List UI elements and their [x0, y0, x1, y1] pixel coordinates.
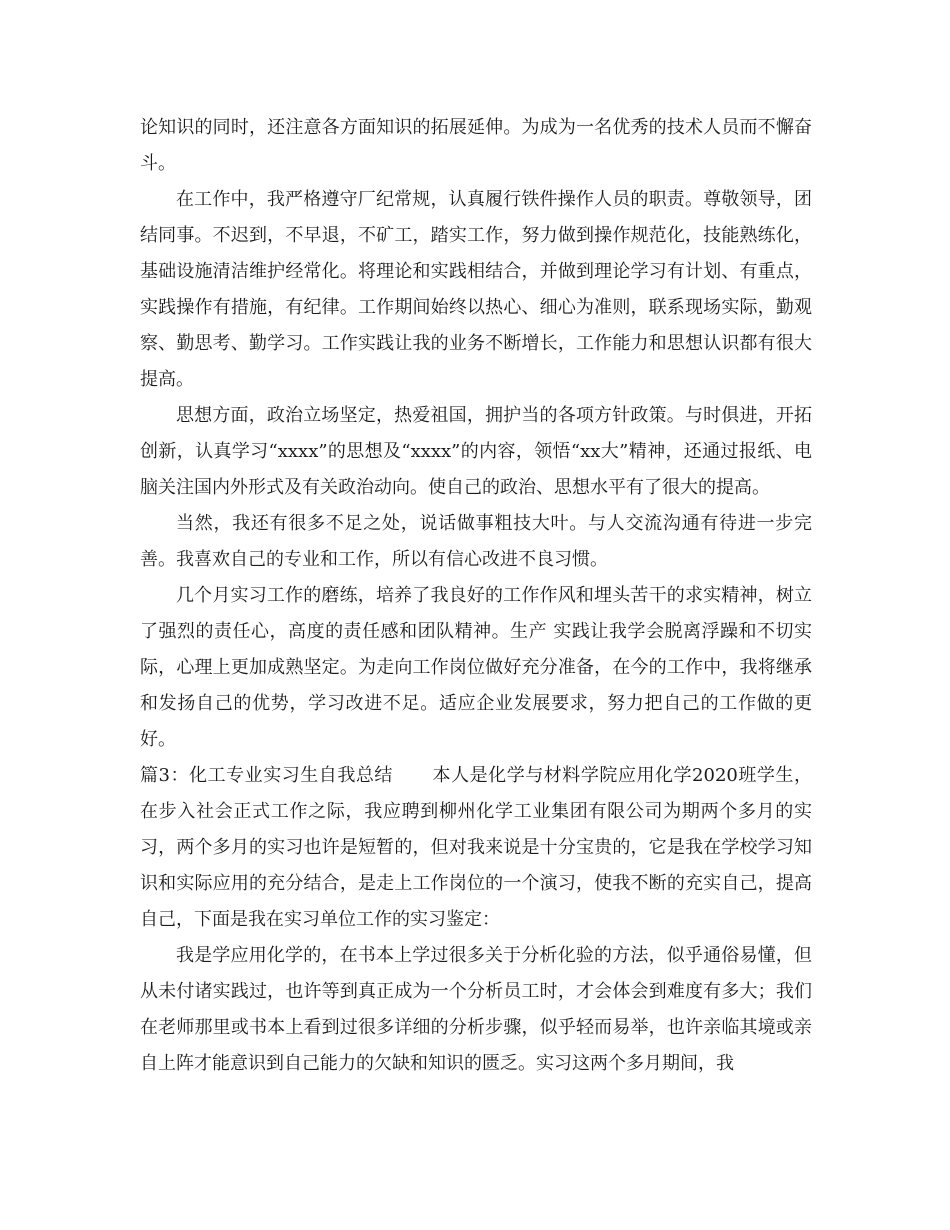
paragraph: 我是学应用化学的，在书本上学过很多关于分析化验的方法，似乎通俗易懂，但从未付诸实践过，也许等到真正成为一个分析员工时，才会体会到难度有多大；我们在老师那里或书本上看到过很多详细的分析步骤，似乎轻而易举，也许亲临其境或亲自上阵才能意识到自己能力的欠缺和知识的匮乏。实习这两个多月期间，我: [140, 945, 812, 1074]
section-paragraph: [140, 758, 812, 938]
paragraph: 在工作中，我严格遵守厂纪常规，认真履行铁件操作人员的职责。尊敬领导，团结同事。不迟到，不早退，不矿工，踏实工作，努力做到操作规范化，技能熟练化，基础设施清洁维护经常化。将理论和实践相结合，并做到理论学习有计划、有重点，实践操作有措施，有纪律。工作期间始终以热心、细心为准则，联系现场实际，勤观察、勤思考、勤学习。工作实践让我的业务不断增长，工作能力和思想认识都有很大提高。: [140, 189, 812, 390]
section-intro-text: 本人是化学与材料学院应用化学2020班学生，在步入社会正式工作之际，我应聘到柳州化学工业集团有限公司为期两个多月的实习，两个多月的实习也许是短暂的，但对我来说是十分宝贵的，它是我在学校学习知识和实际应用的充分结合，是走上工作岗位的一个演习，使我不断的充实自己，提高自己，下面是我在实习单位工作的实习鉴定：: [140, 765, 812, 930]
paragraph: 几个月实习工作的磨练，培养了我良好的工作作风和埋头苦干的求实精神，树立了强烈的责任心，高度的责任感和团队精神。生产 实践让我学会脱离浮躁和不切实际，心理上更加成熟坚定。为走向工作岗位做好充分准备，在今的工作中，我将继承和发扬自己的优势，学习改进不足。适应企业发展要求，努力把自己的工作做的更好。: [140, 585, 812, 750]
document-body: [140, 110, 812, 1082]
paragraph: 论知识的同时，还注意各方面知识的拓展延伸。为成为一名优秀的技术人员而不懈奋斗。: [140, 117, 812, 174]
paragraph: 思想方面，政治立场坚定，热爱祖国，拥护当的各项方针政策。与时俱进，开拓创新，认真学习“xxxx”的思想及“xxxx”的内容，领悟“xx大”精神，还通过报纸、电脑关注国内外形式及有关政治动向。使自己的政治、思想水平有了很大的提高。: [140, 405, 812, 498]
section-title: 篇3：化工专业实习生自我总结: [140, 765, 393, 786]
paragraph: 当然，我还有很多不足之处，说话做事粗技大叶。与人交流沟通有待进一步完善。我喜欢自己的专业和工作，所以有信心改进不良习惯。: [140, 513, 812, 570]
